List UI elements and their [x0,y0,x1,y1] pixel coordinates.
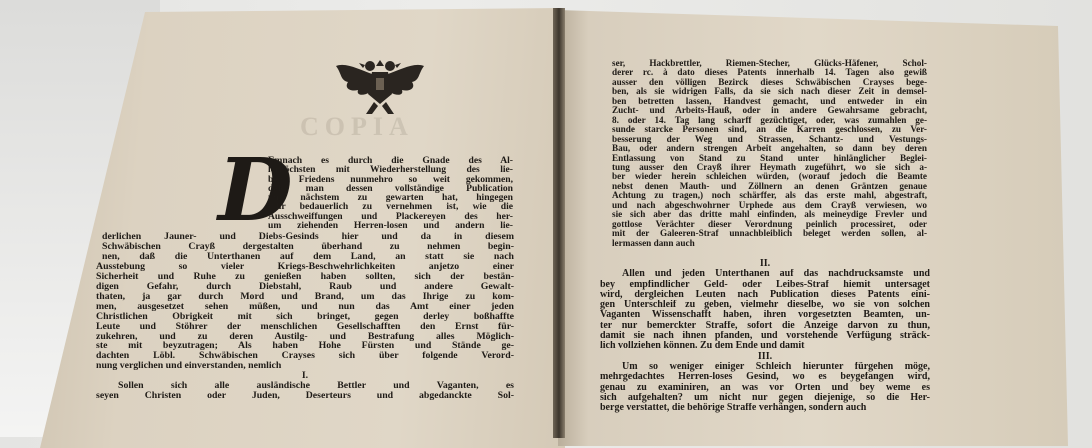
text-line: sehr bedauerlich zu vernehmen ist, wie die [268,202,513,212]
text-line: Bau, oder andern strengen Arbeit angehalten, so dann bey deren [612,144,927,154]
text-line: Allen und jeden Unterthanen auf das nachdrucksamste und [622,269,930,280]
text-line: seyen Christen oder Juden, Deserteurs und abgedanckte Sol- [96,391,514,402]
text-line: wird, dergleichen Leuten nach Publication dieses Patents eini- [600,289,930,300]
left-opening-paragraph [268,156,513,230]
text-line: um ziehenden Herren-losen und andern lie- [268,221,513,231]
text-line: ausser den völligen Bezirck dieses Schwäbischen Crayses bege- [612,77,927,87]
text-line: bey empfindlicher Geld- oder Leibes-Straf hiemit untersaget [600,279,930,290]
right-sections-text [600,259,930,413]
text-line: genau zu examiniren, an was vor Orten und bey weme es [600,382,930,393]
text-line: ben, als sie widrigen Falls, da sie sich nach dieser Zeit in demsel- [612,87,927,97]
text-line: sich aufgehalten? um nicht nur gegen diejenige, so die Her- [600,392,930,403]
section-number: III. [757,351,773,362]
text-line: dachten Löbl. Schwäbischen Crayses sich über folgende Verord- [96,351,514,362]
text-line: Emnach es durch die Gnade des Al- [268,156,513,166]
text-line: lich vollziehen können. Zu dem Ende und damit [600,341,805,352]
text-line: nung verglichen und einverstanden, nemlich [96,361,282,372]
text-line: damit sie nach ihnen pfanden, und vorstehende Verfügung sträck- [600,331,930,342]
right-continuation-text [612,59,927,248]
text-line: gottlose Verächter dieser Verordnung peinlich processiret, oder [612,219,927,229]
text-line: lermassen dann auch [612,238,695,248]
text-line: mehrgedachtes Herren-loses Gesind, wo es beygefangen wird, [600,372,930,383]
text-line: lerhöchsten mit Wiederherstellung des lie- [268,165,513,175]
section-number: I. [301,371,309,382]
text-line: derlichen Jauner- und Diebs-Gesinds hier und da in diesem [102,232,514,242]
text-line: zukehren, und zu deren Austilg- und Bestrafung alles Möglich- [96,331,514,342]
text-line: sunde starcke Personen sind, an die Karren geschlossen, zu Ver- [612,125,927,135]
text-line: derer rc. à dato dieses Patents innerhalb 14. Tagen also gewiß [612,68,927,78]
book-spine [553,8,565,438]
text-line: ste mit beyzutragen; Als haben Hohe Fürsten und Stände ge- [96,341,514,352]
text-line: men, ausgesetzet sehen müßen, und nun das Amt einer jeden [96,301,514,312]
text-line: Sicherheit und Ruhe zu genießen haben sollten, sich der bestän- [96,271,514,282]
text-line: 8. oder 14. Tag lang scharff gezüchtiget, oder, was zumahlen ge- [612,115,927,125]
text-line: Zucht- und Arbeits-Hauß, oder in andere Gewahrsame gebracht, [612,106,927,116]
text-line: ben Friedens nunmehro so weit gekommen, [268,174,513,184]
text-line: Achtung zu tragen,) noch schärffer, als das erste mahl, abgestraft, [612,191,927,201]
text-line: mit der Galeeren-Straf unnachbleiblich beleget werden sollen, al- [612,229,927,239]
text-line: Christlichen Obrigkeit mit sich bringet, gegen derley boßhaffte [96,311,514,322]
text-line: mit nächstem zu gewarten hat, hingegen [268,193,513,203]
left-body-text [96,232,514,401]
text-line: Sollen sich alle ausländische Bettler und Vaganten, es [118,381,514,392]
text-line: nebst denen Mauth- und Zöllnern an denen Gräntzen genaue [612,181,927,191]
double-headed-eagle-emblem [332,52,428,116]
bleed-through-title: COPIA [300,112,414,141]
text-line: Ausschweiffungen und Plackereyen des her- [268,211,513,222]
text-line: ben betretten lassen, Handvest gemacht, und entweder in ein [612,96,927,106]
text-line: ser, Hackbrettler, Riemen-Stecher, Glücks-Häfener, Schol- [612,59,927,68]
text-line: ter nur bemerckter Straffe, sofort die Anzeige darvon zu thun, [600,320,930,331]
text-line: daß man dessen vollständige Publication [268,183,513,194]
text-line: Entlassung von Stand zu Stand unter hinlänglicher Beglei- [612,153,927,163]
text-line: digen Gefahr, durch Diebstahl, Raub und andere Gewalt- [96,281,514,292]
text-line: und nach abgeschwohrner Urphede aus dem Crayß verwiesen, wo [612,200,927,210]
decorative-initial-d: D [218,140,293,241]
text-line: ber wieder herein schleichen würden, (worauf jedoch die Beamte [612,172,927,182]
text-line: nen, daß die Unterthanen auf dem Land, an statt sie nach [102,251,514,262]
text-line: Um so weniger einiger Schleich hierunter fürgehen möge, [622,361,930,372]
text-line: thaten, ja gar durch Mord und Brand, um das Ihrige zu kom- [96,291,514,302]
text-line: gen Unterschleif zu geben, vielmehr dieselbe, wo sie von solchen [600,300,930,311]
text-line: tung ausser den Crayß ihrer Heymath zugeführt, wo sie sich a- [612,162,927,172]
section-number: II. [759,259,771,269]
text-line: sie sich aber das dritte mahl einfinden, als meineydige Frevler und [612,210,927,220]
text-line: Leute und Stöhrer der menschlichen Gesellschafften den Ernst für- [96,321,514,332]
text-line: berge verstattet, die behörige Straffe verhängen, sondern auch [600,403,867,414]
text-line: Schwäbischen Crayß dergestalten überhand zu nehmen begin- [102,241,514,252]
text-line: besserung der Weg und Strassen, Schantz- und Vestungs- [612,134,927,144]
text-line: Ausstebung so vieler Kriegs-Beschwehrlichkeiten anjetzo einer [96,261,514,272]
text-line: Vaganten Wissenschafft haben, ihren vorgesetzten Beamten, un- [600,310,930,321]
